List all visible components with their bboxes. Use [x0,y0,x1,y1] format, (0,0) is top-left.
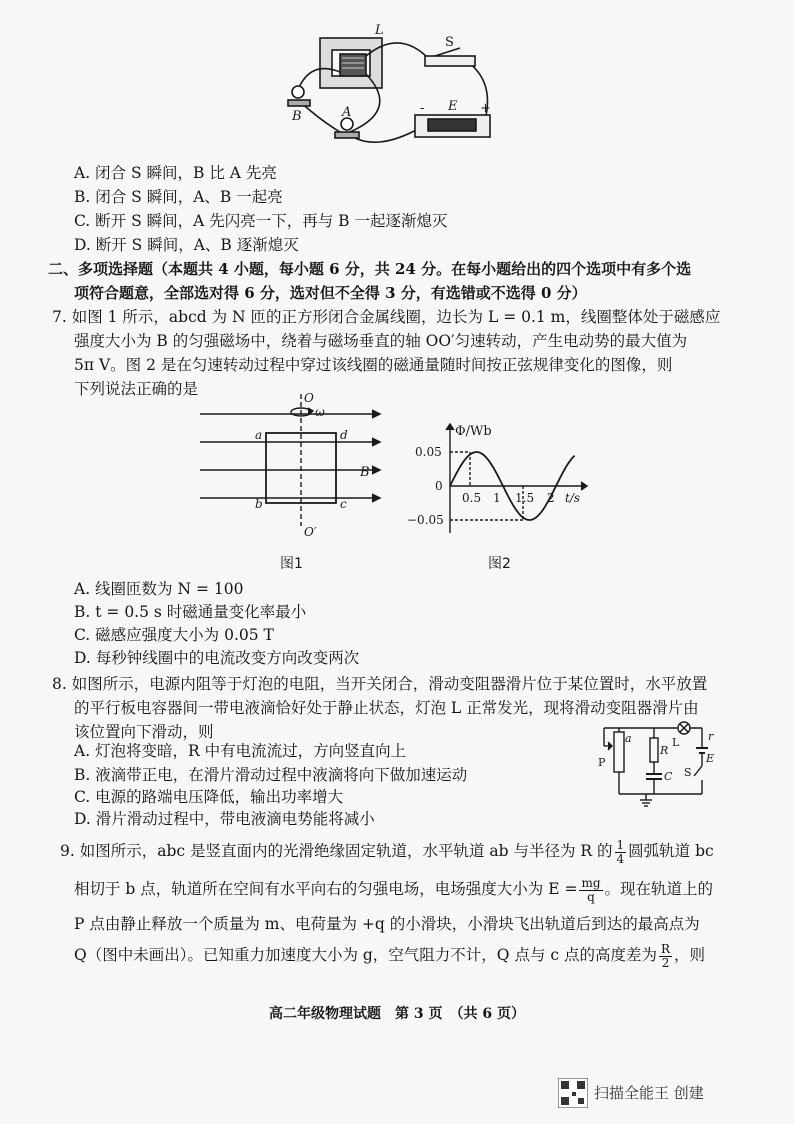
q7-option-b: B. t = 0.5 s 时磁通量变化率最小 [74,603,307,621]
q7-figure1-coil-in-field [200,386,390,546]
fig2-ytick-max: 0.05 [415,445,442,459]
q8-option-d: D. 滑片滑动过程中，带电液滴电势能将减小 [74,810,375,828]
fig1-label-B: B [360,465,370,480]
fig2-xtick-1: 1 [493,491,501,505]
q9-stem-line3: P 点由静止释放一个质量为 m、电荷量为 +q 的小滑块，小滑块飞出轨道后到达的最高点为 [74,915,700,933]
section2-heading-line1: 二、多项选择题（本题共 4 小题，每小题 6 分，共 24 分。在每小题给出的四个选项中有多个选 [48,260,692,278]
page-footer: 高二年级物理试题 第 3 页 （共 6 页） [269,1006,525,1022]
q6-option-a: A. 闭合 S 瞬间，B 比 A 先亮 [74,164,277,182]
q8-label-a: a [625,732,632,745]
fig2-xtick-0-5: 0.5 [462,491,482,505]
fig1-label-d: d [340,428,348,442]
q9-fraction-quarter [615,839,627,866]
q8-stem-line2: 的平行板电容器间一带电液滴恰好处于静止状态，灯泡 L 正常发光，现将滑动变阻器滑片由 [74,699,699,717]
fig1-label-O: O [304,391,314,405]
fig2-xlabel: t/s [565,491,581,505]
fig2-xtick-2: 2 [547,491,555,505]
q7-option-d: D. 每秒钟线圈中的电流改变方向改变两次 [74,649,360,667]
q9-fraction-height [659,943,672,970]
label-plus: + [480,101,491,116]
fig1-label-c: c [340,497,347,511]
q6-circuit-figure [280,20,510,160]
q9-fraction-height-num: R [660,941,671,956]
q7-option-c: C. 磁感应强度大小为 0.05 T [74,626,274,644]
q8-label-L: L [672,736,680,749]
q7-figure2-flux-graph [405,418,595,538]
q8-stem-line1: 8. 如图所示，电源内阻等于灯泡的电阻，当开关闭合，滑动变阻器滑片位于某位置时，水平放置 [52,675,708,693]
scanner-watermark: 扫描全能王 创建 [594,1084,704,1102]
fig2-ytick-min: −0.05 [407,513,444,527]
q8-label-R: R [660,744,669,757]
fig1-label-b: b [255,497,263,511]
q9-stem-line2 [74,876,713,904]
label-minus: - [420,101,425,116]
q6-option-b: B. 闭合 S 瞬间，A、B 一起亮 [74,188,283,206]
q9-fraction-height-den: 2 [661,955,670,970]
q7-figure2-caption: 图2 [488,556,511,572]
qr-code-icon [558,1078,588,1108]
q9-line2-post: 。现在轨道上的 [604,880,714,898]
q8-option-c: C. 电源的路端电压降低，输出功率增大 [74,788,344,806]
q9-fraction-field [579,877,602,904]
fig2-xtick-1-5: 1.5 [515,491,535,505]
label-S: S [445,35,454,50]
label-L: L [375,23,384,38]
fig1-label-a: a [255,428,263,442]
q9-line1-post: 圆弧轨道 bc [628,842,714,860]
q7-stem-line3: 5π V。图 2 是在匀速转动过程中穿过该线圈的磁通量随时间按正弦规律变化的图像，则 [74,356,673,374]
fig2-ylabel: Φ/Wb [455,424,492,439]
q6-option-c: C. 断开 S 瞬间，A 先闪亮一下，再与 B 一起逐渐熄灭 [74,212,448,230]
q7-stem-line1: 7. 如图 1 所示，abcd 为 N 匝的正方形闭合金属线圈，边长为 L = 0.1 m，线圈整体处于磁感应 [52,308,721,326]
q9-line1-pre: 9. 如图所示，abc 是竖直面内的光滑绝缘固定轨道，水平轨道 ab 与半径为 R 的 [60,842,613,860]
q9-line4-pre: Q（图中未画出）。已知重力加速度大小为 g，空气阻力不计，Q 点与 c 点的高度差为 [74,946,657,964]
label-B: B [292,109,302,124]
q8-label-r: r [708,730,714,743]
q8-label-E: E [706,752,715,765]
q8-stem-line3: 该位置向下滑动，则 [74,723,214,741]
q9-fraction-quarter-num: 1 [616,837,625,852]
q7-figure1-caption: 图1 [280,556,303,572]
label-A: A [342,105,352,120]
q7-option-a: A. 线圈匝数为 N = 100 [74,580,244,598]
fig1-label-O-prime: O′ [304,525,317,539]
q8-label-C: C [664,770,673,783]
fig1-label-omega: ω [315,405,325,419]
q7-stem-line2: 强度大小为 B 的匀强磁场中，绕着与磁场垂直的轴 OO′匀速转动，产生电动势的最大值为 [74,332,688,350]
q9-line4-post: ，则 [674,946,706,964]
q8-label-S: S [684,766,692,779]
q7-stem-line4: 下列说法正确的是 [74,380,199,398]
q9-stem-line4 [74,942,705,970]
q8-option-b: B. 液滴带正电，在滑片滑动过程中液滴将向下做加速运动 [74,766,468,784]
q9-line2-pre: 相切于 b 点，轨道所在空间有水平向右的匀强电场，电场强度大小为 E = [74,880,578,898]
q8-circuit-figure [592,718,717,810]
q8-option-a: A. 灯泡将变暗，R 中有电流流过，方向竖直向上 [74,742,407,760]
q9-fraction-field-den: q [587,889,595,904]
q9-fraction-field-num: mg [581,875,601,890]
q6-option-d: D. 断开 S 瞬间，A、B 逐渐熄灭 [74,236,299,254]
section2-heading-line2: 项符合题意，全部选对得 6 分，选对但不全得 3 分，有选错或不选得 0 分） [74,284,587,302]
fig2-ytick-zero: 0 [435,479,443,493]
q9-stem-line1 [60,838,714,866]
q8-label-P: P [598,756,606,769]
q9-fraction-quarter-den: 4 [616,851,625,866]
label-E: E [448,99,458,114]
